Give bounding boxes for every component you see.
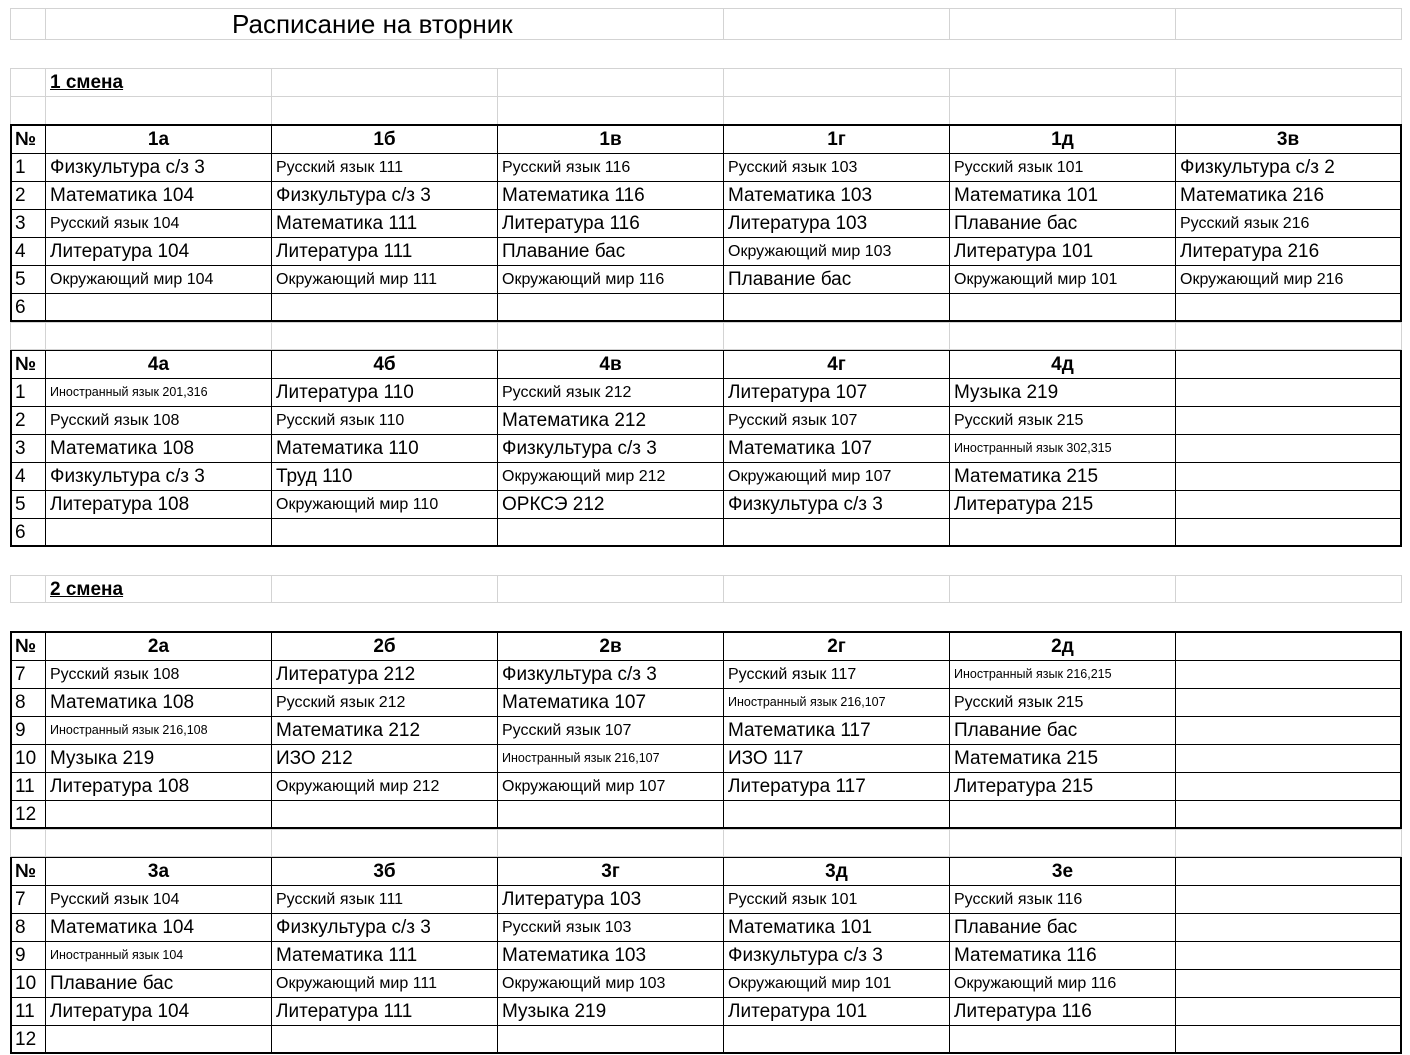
lesson-cell[interactable] [46, 519, 272, 547]
cell[interactable] [497, 322, 723, 350]
table-row [12, 773, 1402, 801]
class-header[interactable]: 1д [950, 126, 1176, 154]
class-header[interactable]: 1а [46, 126, 272, 154]
class-header[interactable]: 3г [498, 858, 724, 886]
lesson-cell[interactable]: Литература 101 [950, 238, 1176, 266]
lesson-cell[interactable]: Окружающий мир 212 [498, 463, 724, 491]
cell[interactable] [949, 96, 1175, 124]
lesson-cell[interactable]: Русский язык 108 [46, 407, 272, 435]
cell[interactable] [949, 575, 1175, 603]
lesson-cell[interactable]: Литература 110 [272, 379, 498, 407]
lesson-cell[interactable]: Окружающий мир 107 [498, 773, 724, 801]
lesson-cell[interactable] [498, 519, 724, 547]
lesson-cell[interactable]: Физкультура с/з 3 [272, 182, 498, 210]
number-header[interactable]: № [12, 126, 46, 154]
lesson-cell[interactable]: Литература 104 [46, 238, 272, 266]
lesson-cell[interactable] [1176, 519, 1402, 547]
schedule-table-1-shift-a [10, 124, 1402, 322]
lesson-cell[interactable]: Иностранный язык 104 [46, 942, 272, 970]
lesson-cell[interactable]: Русский язык 101 [724, 886, 950, 914]
lesson-cell[interactable]: Математика 110 [272, 435, 498, 463]
table-row [12, 914, 1402, 942]
lesson-cell[interactable]: Литература 108 [46, 773, 272, 801]
lesson-cell[interactable]: Русский язык 212 [498, 379, 724, 407]
lesson-cell[interactable]: Литература 212 [272, 661, 498, 689]
lesson-cell[interactable]: ИЗО 117 [724, 745, 950, 773]
cell[interactable] [497, 575, 723, 603]
lesson-cell[interactable]: Окружающий мир 107 [724, 463, 950, 491]
lesson-cell[interactable] [950, 294, 1176, 322]
header-row [12, 126, 1402, 154]
cell[interactable] [45, 96, 271, 124]
lesson-number[interactable]: 12 [12, 801, 46, 829]
lesson-cell[interactable] [724, 801, 950, 829]
lesson-cell[interactable]: Математика 216 [1176, 182, 1402, 210]
lesson-cell[interactable]: Русский язык 107 [724, 407, 950, 435]
lesson-cell[interactable]: Окружающий мир 103 [724, 238, 950, 266]
lesson-number[interactable]: 8 [12, 914, 46, 942]
blank-row [10, 322, 1402, 349]
lesson-cell[interactable] [1176, 661, 1402, 689]
cell[interactable] [1175, 68, 1402, 96]
lesson-cell[interactable]: Математика 212 [272, 717, 498, 745]
cell[interactable] [10, 575, 45, 603]
lesson-number[interactable]: 1 [12, 379, 46, 407]
class-header[interactable]: 4а [46, 351, 272, 379]
lesson-cell[interactable]: Математика 116 [950, 942, 1176, 970]
class-header[interactable] [1176, 633, 1402, 661]
header-row [12, 858, 1402, 886]
table-row [12, 435, 1402, 463]
class-header[interactable]: 3в [1176, 126, 1402, 154]
lesson-cell[interactable]: Математика 107 [724, 435, 950, 463]
lesson-cell[interactable]: Математика 108 [46, 689, 272, 717]
lesson-cell[interactable]: Математика 212 [498, 407, 724, 435]
lesson-cell[interactable]: Математика 215 [950, 745, 1176, 773]
lesson-cell[interactable] [498, 1026, 724, 1054]
lesson-cell[interactable] [272, 519, 498, 547]
lesson-cell[interactable]: Физкультура с/з 3 [272, 914, 498, 942]
lesson-number[interactable]: 12 [12, 1026, 46, 1054]
lesson-number[interactable]: 5 [12, 491, 46, 519]
class-header[interactable]: 1г [724, 126, 950, 154]
lesson-cell[interactable] [724, 294, 950, 322]
class-header[interactable]: 4г [724, 351, 950, 379]
lesson-cell[interactable]: Плавание бас [46, 970, 272, 998]
number-header[interactable]: № [12, 633, 46, 661]
lesson-cell[interactable]: ИЗО 212 [272, 745, 498, 773]
lesson-cell[interactable]: Русский язык 104 [46, 886, 272, 914]
cell[interactable] [497, 96, 723, 124]
class-header[interactable]: 1в [498, 126, 724, 154]
lesson-cell[interactable]: Русский язык 111 [272, 154, 498, 182]
cell[interactable] [271, 575, 497, 603]
lesson-cell[interactable]: Окружающий мир 212 [272, 773, 498, 801]
schedule-table-1-shift-b [10, 349, 1402, 547]
lesson-cell[interactable]: Математика 101 [724, 914, 950, 942]
number-header[interactable]: № [12, 351, 46, 379]
cell[interactable] [723, 8, 949, 40]
lesson-cell[interactable] [1176, 998, 1402, 1026]
lesson-cell[interactable]: Русский язык 107 [498, 717, 724, 745]
lesson-cell[interactable]: Иностранный язык 216,215 [950, 661, 1176, 689]
lesson-cell[interactable]: Русский язык 101 [950, 154, 1176, 182]
lesson-number[interactable]: 7 [12, 886, 46, 914]
lesson-cell[interactable]: Русский язык 116 [950, 886, 1176, 914]
lesson-cell[interactable]: Русский язык 104 [46, 210, 272, 238]
table-row [12, 379, 1402, 407]
lesson-cell[interactable]: Окружающий мир 103 [498, 970, 724, 998]
cell[interactable] [10, 8, 45, 40]
lesson-cell[interactable]: Иностранный язык 302,315 [950, 435, 1176, 463]
lesson-cell[interactable] [950, 519, 1176, 547]
table-row [12, 154, 1402, 182]
lesson-cell[interactable]: Литература 103 [498, 886, 724, 914]
lesson-cell[interactable]: Труд 110 [272, 463, 498, 491]
class-header[interactable]: 4в [498, 351, 724, 379]
lesson-number[interactable]: 4 [12, 463, 46, 491]
table-row [12, 407, 1402, 435]
cell[interactable] [723, 829, 949, 857]
lesson-cell[interactable] [1176, 435, 1402, 463]
lesson-cell[interactable]: Математика 101 [950, 182, 1176, 210]
lesson-cell[interactable] [46, 1026, 272, 1054]
cell[interactable] [271, 322, 497, 350]
lesson-cell[interactable]: Литература 111 [272, 998, 498, 1026]
lesson-cell[interactable]: Русский язык 215 [950, 689, 1176, 717]
lesson-cell[interactable]: Математика 103 [498, 942, 724, 970]
lesson-cell[interactable]: Математика 215 [950, 463, 1176, 491]
lesson-cell[interactable]: Литература 104 [46, 998, 272, 1026]
lesson-cell[interactable]: Плавание бас [950, 914, 1176, 942]
lesson-cell[interactable]: Плавание бас [498, 238, 724, 266]
cell[interactable] [271, 68, 497, 96]
cell[interactable] [45, 829, 271, 857]
table-row [12, 210, 1402, 238]
schedule-sheet [10, 8, 1402, 1054]
lesson-number[interactable]: 9 [12, 942, 46, 970]
lesson-cell[interactable]: Литература 117 [724, 773, 950, 801]
lesson-cell[interactable]: Плавание бас [950, 210, 1176, 238]
lesson-cell[interactable] [1176, 745, 1402, 773]
class-header[interactable]: 3б [272, 858, 498, 886]
lesson-cell[interactable]: Литература 101 [724, 998, 950, 1026]
table-row [12, 182, 1402, 210]
lesson-cell[interactable]: Литература 215 [950, 491, 1176, 519]
class-header[interactable]: 3е [950, 858, 1176, 886]
lesson-number[interactable]: 6 [12, 519, 46, 547]
lesson-cell[interactable]: Иностранный язык 216,107 [498, 745, 724, 773]
class-header[interactable]: 2в [498, 633, 724, 661]
lesson-cell[interactable] [1176, 294, 1402, 322]
lesson-cell[interactable]: Физкультура с/з 3 [46, 154, 272, 182]
class-header[interactable]: 3д [724, 858, 950, 886]
cell[interactable] [723, 68, 949, 96]
title-row [10, 8, 1402, 40]
class-header[interactable]: 4б [272, 351, 498, 379]
cell[interactable] [723, 96, 949, 124]
cell[interactable] [723, 575, 949, 603]
lesson-cell[interactable]: Иностранный язык 216,108 [46, 717, 272, 745]
class-header[interactable]: 2д [950, 633, 1176, 661]
lesson-cell[interactable] [1176, 463, 1402, 491]
cell[interactable] [949, 829, 1175, 857]
header-row [12, 351, 1402, 379]
blank-row [10, 829, 1402, 856]
cell[interactable] [497, 68, 723, 96]
lesson-cell[interactable]: ОРКСЭ 212 [498, 491, 724, 519]
lesson-number[interactable]: 11 [12, 998, 46, 1026]
shift-1-label-row [10, 68, 1402, 96]
lesson-cell[interactable]: Математика 117 [724, 717, 950, 745]
class-header[interactable]: 3а [46, 858, 272, 886]
class-header[interactable] [1176, 858, 1402, 886]
lesson-cell[interactable]: Окружающий мир 116 [950, 970, 1176, 998]
lesson-cell[interactable] [46, 801, 272, 829]
lesson-cell[interactable]: Музыка 219 [46, 745, 272, 773]
table-row [12, 942, 1402, 970]
lesson-cell[interactable]: Физкультура с/з 3 [724, 942, 950, 970]
lesson-cell[interactable]: Окружающий мир 101 [724, 970, 950, 998]
lesson-cell[interactable]: Математика 108 [46, 435, 272, 463]
table-row [12, 491, 1402, 519]
cell[interactable] [723, 322, 949, 350]
lesson-cell[interactable] [1176, 717, 1402, 745]
lesson-cell[interactable] [498, 294, 724, 322]
class-header[interactable]: 2б [272, 633, 498, 661]
lesson-number[interactable]: 1 [12, 154, 46, 182]
lesson-cell[interactable] [1176, 914, 1402, 942]
lesson-cell[interactable]: Литература 103 [724, 210, 950, 238]
lesson-cell[interactable]: Плавание бас [724, 266, 950, 294]
lesson-cell[interactable]: Русский язык 110 [272, 407, 498, 435]
cell[interactable] [949, 322, 1175, 350]
lesson-cell[interactable]: Окружающий мир 104 [46, 266, 272, 294]
lesson-number[interactable]: 9 [12, 717, 46, 745]
spacer [10, 603, 1402, 631]
lesson-number[interactable]: 5 [12, 266, 46, 294]
cell[interactable] [10, 68, 45, 96]
lesson-cell[interactable]: Окружающий мир 111 [272, 970, 498, 998]
lesson-cell[interactable]: Физкультура с/з 3 [724, 491, 950, 519]
lesson-number[interactable]: 7 [12, 661, 46, 689]
lesson-cell[interactable]: Литература 216 [1176, 238, 1402, 266]
lesson-cell[interactable]: Русский язык 215 [950, 407, 1176, 435]
lesson-cell[interactable]: Русский язык 116 [498, 154, 724, 182]
lesson-cell[interactable]: Литература 215 [950, 773, 1176, 801]
table-row [12, 1026, 1402, 1054]
lesson-number[interactable]: 2 [12, 407, 46, 435]
cell[interactable] [497, 829, 723, 857]
lesson-cell[interactable]: Литература 116 [950, 998, 1176, 1026]
cell[interactable] [10, 829, 45, 857]
blank-row [10, 96, 1402, 124]
lesson-cell[interactable]: Окружающий мир 216 [1176, 266, 1402, 294]
table-row [12, 519, 1402, 547]
table-row [12, 238, 1402, 266]
shift-1-label: 1 смена [45, 68, 271, 96]
number-header[interactable]: № [12, 858, 46, 886]
table-row [12, 717, 1402, 745]
lesson-cell[interactable] [1176, 773, 1402, 801]
lesson-cell[interactable] [724, 519, 950, 547]
lesson-cell[interactable] [1176, 491, 1402, 519]
lesson-cell[interactable]: Русский язык 103 [724, 154, 950, 182]
lesson-cell[interactable]: Математика 104 [46, 914, 272, 942]
spacer [10, 40, 1402, 68]
lesson-cell[interactable]: Иностранный язык 216,107 [724, 689, 950, 717]
lesson-cell[interactable]: Плавание бас [950, 717, 1176, 745]
cell[interactable] [1175, 8, 1402, 40]
page-title: Расписание на вторник [45, 8, 723, 40]
table-row [12, 266, 1402, 294]
table-row [12, 970, 1402, 998]
header-row [12, 633, 1402, 661]
lesson-cell[interactable]: Математика 111 [272, 210, 498, 238]
table-row [12, 886, 1402, 914]
cell[interactable] [1175, 322, 1402, 350]
lesson-cell[interactable]: Русский язык 108 [46, 661, 272, 689]
lesson-number[interactable]: 11 [12, 773, 46, 801]
table-row [12, 689, 1402, 717]
cell[interactable] [10, 322, 45, 350]
lesson-cell[interactable] [1176, 801, 1402, 829]
table-row [12, 998, 1402, 1026]
cell[interactable] [271, 829, 497, 857]
lesson-number[interactable]: 4 [12, 238, 46, 266]
cell[interactable] [1175, 829, 1402, 857]
lesson-cell[interactable]: Литература 116 [498, 210, 724, 238]
lesson-cell[interactable]: Математика 111 [272, 942, 498, 970]
class-header[interactable] [1176, 351, 1402, 379]
lesson-number[interactable]: 6 [12, 294, 46, 322]
cell[interactable] [45, 322, 271, 350]
lesson-cell[interactable]: Иностранный язык 201,316 [46, 379, 272, 407]
schedule-table-2-shift-a [10, 631, 1402, 829]
lesson-cell[interactable]: Математика 116 [498, 182, 724, 210]
cell[interactable] [10, 96, 45, 124]
lesson-cell[interactable]: Литература 108 [46, 491, 272, 519]
table-row [12, 294, 1402, 322]
shift-2-label-row [10, 575, 1402, 603]
lesson-number[interactable]: 2 [12, 182, 46, 210]
class-header[interactable]: 2а [46, 633, 272, 661]
lesson-cell[interactable]: Физкультура с/з 3 [46, 463, 272, 491]
lesson-cell[interactable] [46, 294, 272, 322]
lesson-cell[interactable]: Русский язык 212 [272, 689, 498, 717]
lesson-number[interactable]: 3 [12, 435, 46, 463]
cell[interactable] [949, 68, 1175, 96]
lesson-cell[interactable]: Музыка 219 [950, 379, 1176, 407]
lesson-cell[interactable]: Окружающий мир 116 [498, 266, 724, 294]
lesson-cell[interactable]: Физкультура с/з 3 [498, 661, 724, 689]
lesson-cell[interactable] [498, 801, 724, 829]
cell[interactable] [271, 96, 497, 124]
table-row [12, 463, 1402, 491]
class-header[interactable]: 2г [724, 633, 950, 661]
lesson-cell[interactable] [272, 801, 498, 829]
lesson-cell[interactable]: Литература 107 [724, 379, 950, 407]
lesson-number[interactable]: 3 [12, 210, 46, 238]
shift-2-label: 2 смена [45, 575, 271, 603]
lesson-cell[interactable]: Физкультура с/з 2 [1176, 154, 1402, 182]
lesson-cell[interactable] [1176, 1026, 1402, 1054]
lesson-cell[interactable]: Окружающий мир 110 [272, 491, 498, 519]
lesson-cell[interactable]: Математика 103 [724, 182, 950, 210]
lesson-cell[interactable]: Русский язык 216 [1176, 210, 1402, 238]
lesson-cell[interactable] [950, 1026, 1176, 1054]
table-row [12, 801, 1402, 829]
lesson-cell[interactable] [272, 1026, 498, 1054]
lesson-cell[interactable] [1176, 379, 1402, 407]
table-row [12, 661, 1402, 689]
lesson-cell[interactable]: Физкультура с/з 3 [498, 435, 724, 463]
schedule-table-2-shift-b [10, 856, 1402, 1054]
cell[interactable] [949, 8, 1175, 40]
lesson-cell[interactable]: Окружающий мир 111 [272, 266, 498, 294]
class-header[interactable]: 1б [272, 126, 498, 154]
lesson-cell[interactable] [272, 294, 498, 322]
lesson-cell[interactable]: Окружающий мир 101 [950, 266, 1176, 294]
lesson-cell[interactable] [1176, 407, 1402, 435]
lesson-cell[interactable]: Русский язык 117 [724, 661, 950, 689]
lesson-number[interactable]: 10 [12, 970, 46, 998]
lesson-cell[interactable]: Математика 107 [498, 689, 724, 717]
lesson-number[interactable]: 8 [12, 689, 46, 717]
lesson-cell[interactable] [1176, 970, 1402, 998]
lesson-cell[interactable]: Математика 104 [46, 182, 272, 210]
table-row [12, 745, 1402, 773]
cell[interactable] [1175, 96, 1402, 124]
lesson-cell[interactable] [1176, 942, 1402, 970]
cell[interactable] [1175, 575, 1402, 603]
lesson-cell[interactable] [724, 1026, 950, 1054]
lesson-cell[interactable]: Музыка 219 [498, 998, 724, 1026]
lesson-number[interactable]: 10 [12, 745, 46, 773]
lesson-cell[interactable] [950, 801, 1176, 829]
lesson-cell[interactable]: Литература 111 [272, 238, 498, 266]
lesson-cell[interactable]: Русский язык 111 [272, 886, 498, 914]
lesson-cell[interactable]: Русский язык 103 [498, 914, 724, 942]
class-header[interactable]: 4д [950, 351, 1176, 379]
lesson-cell[interactable] [1176, 689, 1402, 717]
lesson-cell[interactable] [1176, 886, 1402, 914]
spacer [10, 547, 1402, 575]
